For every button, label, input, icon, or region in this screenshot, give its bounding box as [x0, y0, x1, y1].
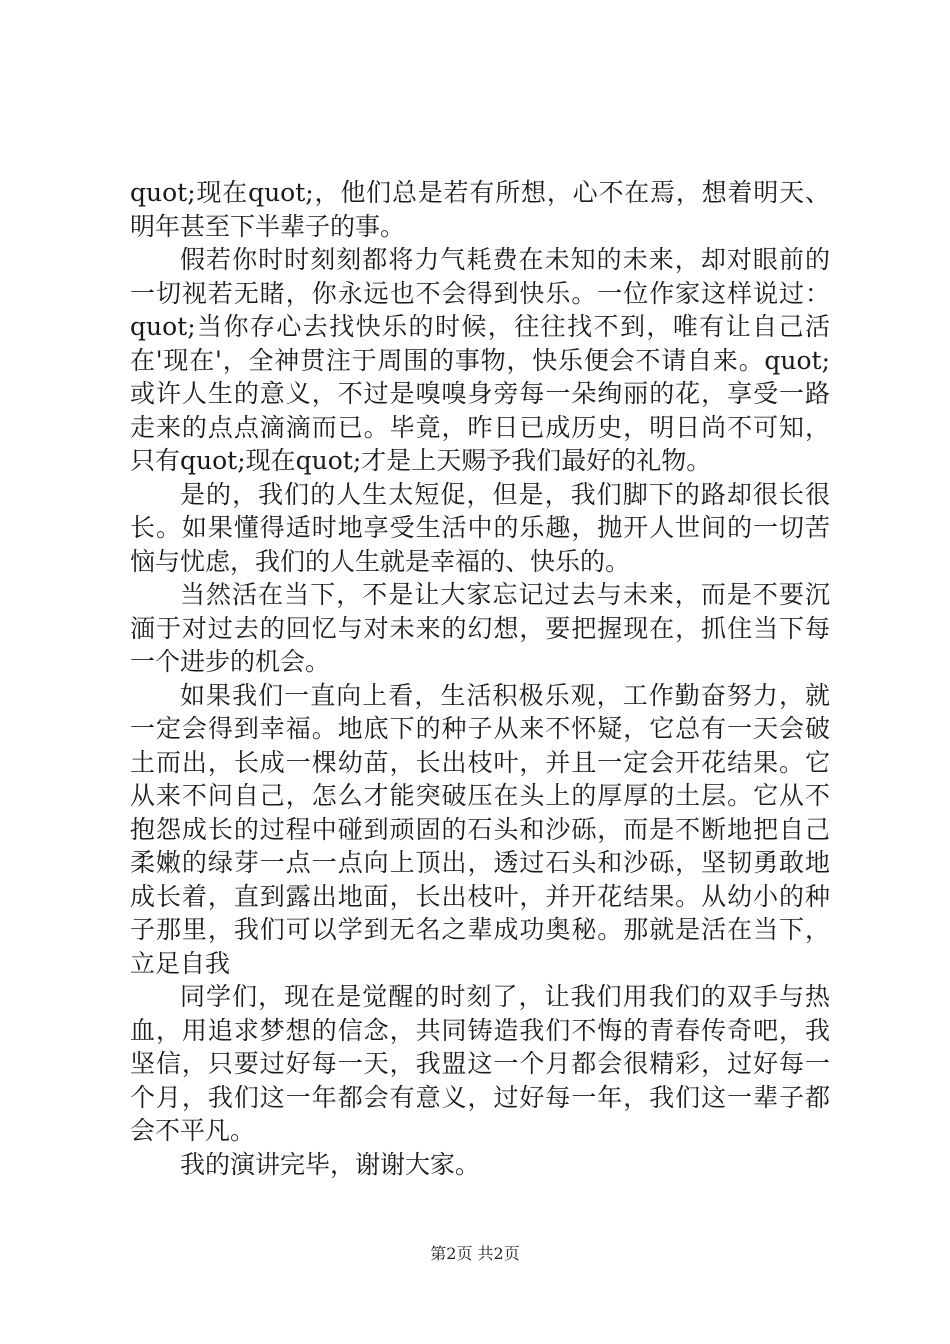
- text-line: 同学们，现在是觉醒的时刻了，让我们用我们的双手与热: [180, 982, 830, 1011]
- text-line: 或许人生的意义，不过是嗅嗅身旁每一朵绚丽的花，享受一路: [130, 379, 830, 408]
- text-line: 湎于对过去的回忆与对未来的幻想，要把握现在，抓住当下每: [130, 613, 830, 643]
- text-line: 个月，我们这一年都会有意义，过好每一年，我们这一辈子都: [130, 1082, 830, 1112]
- text-line: 会不平凡。: [130, 1116, 256, 1145]
- text-line: 假若你时时刻刻都将力气耗费在未知的未来，却对眼前的: [180, 245, 830, 274]
- text-line: 抱怨成长的过程中碰到顽固的石头和沙砾，而是不断地把自己: [130, 814, 830, 844]
- text-line: 走来的点点滴滴而已。毕竟，昨日已成历史，明日尚不可知，: [130, 412, 830, 442]
- text-line: 血，用追求梦想的信念，共同铸造我们不悔的青春传奇吧，我: [130, 1015, 830, 1045]
- text-line: quot;现在quot;，他们总是若有所想，心不在焉，想着明天、: [130, 178, 830, 207]
- text-line: 子那里，我们可以学到无名之辈成功奥秘。那就是活在当下，: [130, 915, 830, 944]
- text-line: 长。如果懂得适时地享受生活中的乐趣，抛开人世间的一切苦: [130, 513, 830, 542]
- text-line: 明年甚至下半辈子的事。: [130, 211, 406, 241]
- text-line: 我的演讲完毕，谢谢大家。: [180, 1149, 481, 1179]
- text-line: 只有quot;现在quot;才是上天赐予我们最好的礼物。: [130, 446, 712, 475]
- document-body: [130, 176, 830, 1181]
- text-line: 立足自我: [130, 948, 231, 978]
- text-line: 从来不问自己，怎么才能突破压在头上的厚厚的土层。它从不: [130, 781, 830, 810]
- text-line: 坚信，只要过好每一天，我盟这一个月都会很精彩，过好每一: [130, 1049, 830, 1078]
- text-line: 一切视若无睹，你永远也不会得到快乐。一位作家这样说过：: [130, 278, 830, 308]
- text-line: 一个进步的机会。: [130, 647, 331, 676]
- page-footer: 第2页 共2页: [430, 1244, 520, 1263]
- text-line: 是的，我们的人生太短促，但是，我们脚下的路却很长很: [180, 479, 830, 509]
- text-line: 柔嫩的绿芽一点一点向上顶出，透过石头和沙砾，坚韧勇敢地: [130, 848, 830, 877]
- text-line: 一定会得到幸福。地底下的种子从来不怀疑，它总有一天会破: [130, 714, 830, 743]
- text-line: 当然活在当下，不是让大家忘记过去与未来，而是不要沉: [180, 580, 830, 609]
- text-line: 恼与忧虑，我们的人生就是幸福的、快乐的。: [130, 546, 631, 576]
- text-line: 在'现在'，全神贯注于周围的事物，快乐便会不请自来。quot;: [130, 345, 830, 375]
- text-line: 成长着，直到露出地面，长出枝叶，并开花结果。从幼小的种: [130, 881, 830, 911]
- text-line: 如果我们一直向上看，生活积极乐观，工作勤奋努力，就: [180, 680, 830, 710]
- text-line: 土而出，长成一棵幼苗，长出枝叶，并且一定会开花结果。它: [130, 747, 830, 777]
- text-line: quot;当你存心去找快乐的时候，往往找不到，唯有让自己活: [130, 312, 830, 341]
